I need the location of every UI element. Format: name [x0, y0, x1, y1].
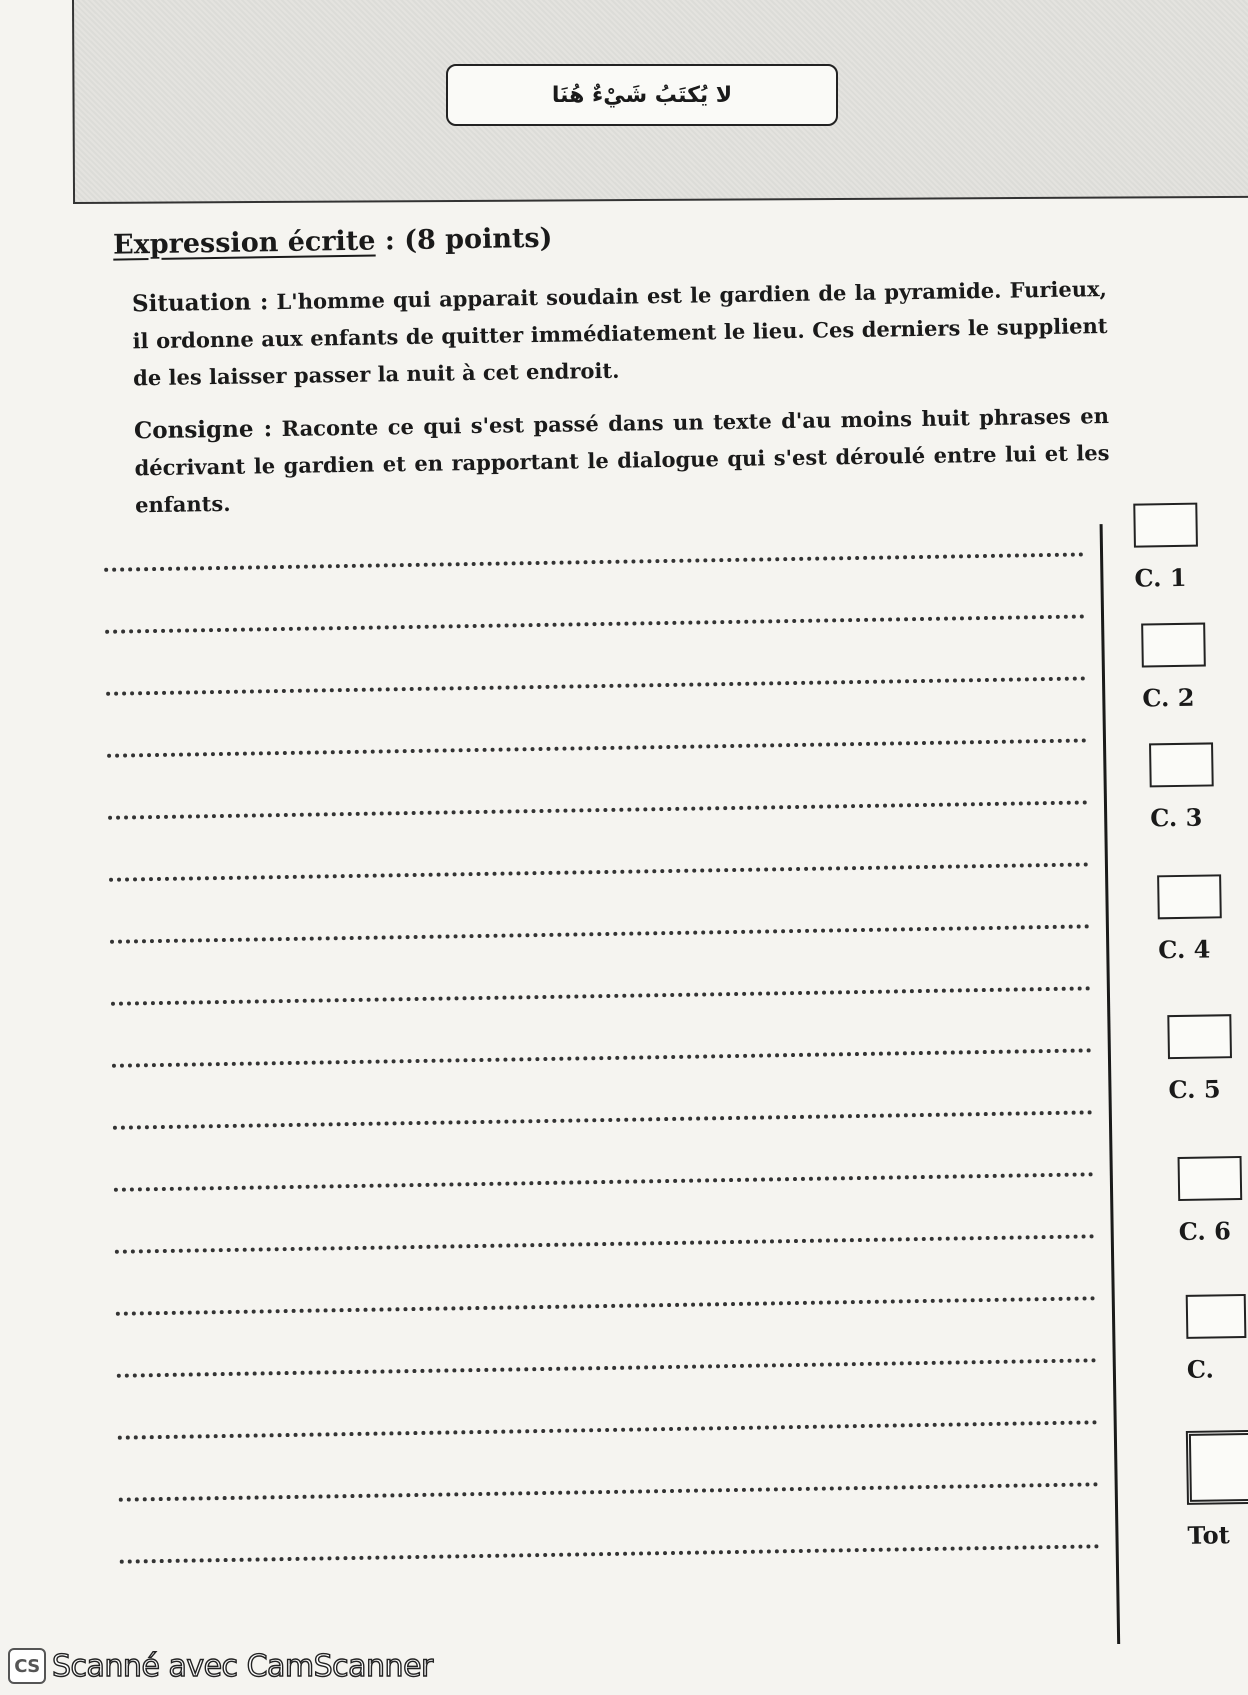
- answer-line[interactable]: [104, 532, 1084, 571]
- criterion-1-box[interactable]: [1133, 503, 1198, 548]
- criterion-4-box[interactable]: [1157, 874, 1222, 919]
- margin-rule: [1100, 524, 1121, 1644]
- criterion-5-box[interactable]: [1167, 1014, 1232, 1059]
- total-score-label: Tot: [1187, 1520, 1230, 1550]
- criterion-6: [1178, 1156, 1243, 1246]
- situation-text: L'homme qui apparait soudain est le gardien de la pyramide. Furieux, il ordonne aux enfants de quitter immédiatement le lieu. Ces derniers le supplient de les laisser passer la nuit à cet endroit.: [132, 276, 1108, 391]
- total-score: [1186, 1430, 1248, 1550]
- scanner-watermark-text: Scanné avec CamScanner: [52, 1648, 433, 1684]
- situation-label: Situation :: [131, 288, 269, 318]
- answer-line[interactable]: [109, 842, 1089, 881]
- answer-line[interactable]: [118, 1462, 1098, 1501]
- answer-line[interactable]: [116, 1276, 1096, 1315]
- answer-line[interactable]: [119, 1524, 1099, 1563]
- criterion-2-box[interactable]: [1141, 623, 1206, 668]
- answer-line[interactable]: [108, 780, 1088, 819]
- answer-line[interactable]: [106, 656, 1086, 695]
- criterion-6-label: C. 6: [1178, 1216, 1232, 1247]
- answer-lines[interactable]: [104, 532, 1100, 1601]
- section-title: [113, 223, 553, 261]
- scanner-watermark: [8, 1648, 433, 1684]
- answer-line[interactable]: [112, 1028, 1092, 1067]
- criterion-1-label: C. 1: [1134, 562, 1187, 593]
- criterion-7-box[interactable]: [1186, 1294, 1247, 1339]
- criterion-2-label: C. 2: [1142, 682, 1195, 713]
- criterion-3: [1149, 742, 1214, 832]
- criterion-2: [1141, 623, 1206, 713]
- camscanner-logo-icon: CS: [8, 1648, 46, 1684]
- no-write-text: لا يُكتَبُ شَيْءٌ هُنَا: [551, 82, 733, 108]
- criterion-7-label: C.: [1186, 1354, 1215, 1384]
- answer-line[interactable]: [115, 1214, 1095, 1253]
- answer-line[interactable]: [110, 904, 1090, 943]
- answer-line[interactable]: [114, 1152, 1094, 1191]
- criterion-5-label: C. 5: [1168, 1074, 1221, 1105]
- criterion-4: [1157, 874, 1222, 964]
- answer-line[interactable]: [105, 594, 1085, 633]
- answer-line[interactable]: [111, 966, 1091, 1005]
- answer-line[interactable]: [107, 718, 1087, 757]
- consigne-text: Raconte ce qui s'est passé dans un texte d'au moins huit phrases en décrivant le gardien et en rapportant le dialogue qui s'est déroulé entre lui et les enfants.: [134, 403, 1110, 518]
- answer-line[interactable]: [113, 1090, 1093, 1129]
- criterion-3-label: C. 3: [1149, 802, 1203, 833]
- answer-line[interactable]: [116, 1338, 1096, 1377]
- consigne-label: Consigne :: [133, 415, 273, 445]
- section-title-points: : (8 points): [375, 222, 553, 257]
- consigne-paragraph: [134, 397, 1111, 523]
- section-title-main: Expression écrite: [112, 225, 376, 261]
- criterion-5: [1167, 1014, 1232, 1104]
- total-score-box[interactable]: [1186, 1430, 1248, 1505]
- criterion-6-box[interactable]: [1178, 1156, 1243, 1201]
- answer-line[interactable]: [117, 1400, 1097, 1439]
- situation-paragraph: [132, 270, 1109, 396]
- criterion-7: [1186, 1294, 1247, 1384]
- criterion-1: [1133, 503, 1198, 593]
- criterion-3-box[interactable]: [1149, 742, 1214, 787]
- criterion-4-label: C. 4: [1158, 934, 1211, 965]
